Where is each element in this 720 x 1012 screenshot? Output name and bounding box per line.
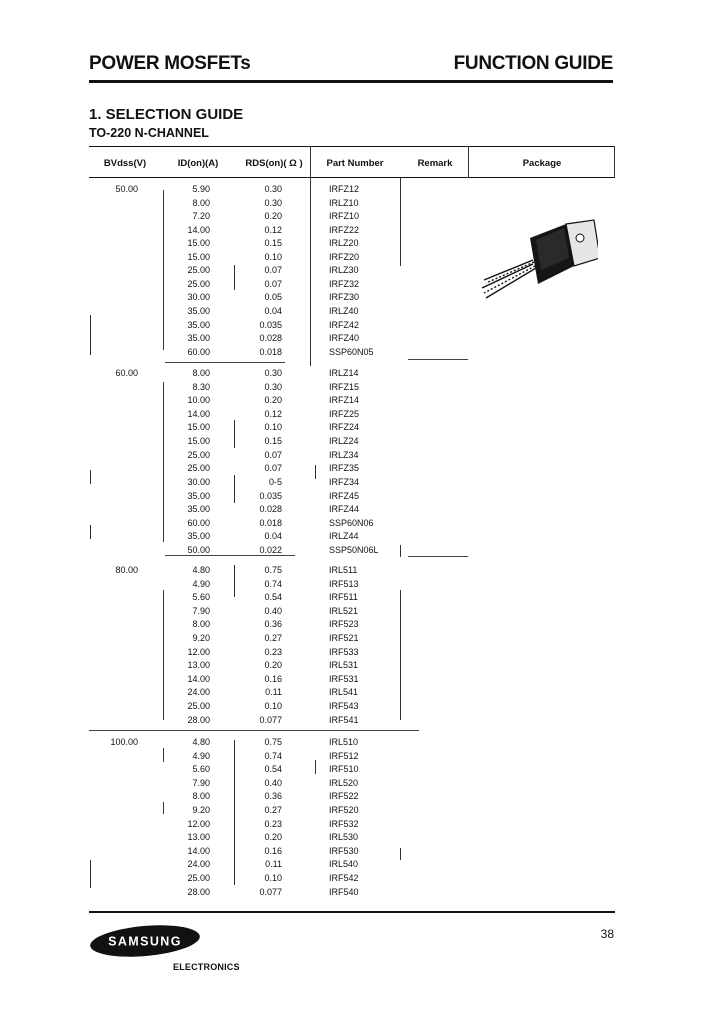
rds-value: 0.54 [264,764,282,775]
id-column-rule [163,382,164,542]
rds-value: 0.20 [264,211,282,222]
id-value: 30.00 [187,292,210,303]
rds-value: 0.74 [264,578,282,589]
id-value: 60.00 [187,517,210,528]
id-value: 5.60 [192,764,210,775]
id-value: 35.00 [187,319,210,330]
bvdss-column-rule [90,315,91,355]
part-number: IRFZ45 [329,490,360,501]
id-value: 12.00 [187,818,210,829]
to220-package-illustration [478,218,598,313]
rds-value: 0.10 [264,873,282,883]
divider-part-number [310,146,311,366]
group-rule [165,362,285,363]
bvdss-column-rule [90,860,91,888]
section-subtitle: TO-220 N-CHANNEL [89,126,209,140]
part-number: IRFZ44 [329,504,360,515]
rds-value: 0.07 [264,463,282,474]
rds-value: 0.16 [264,673,282,684]
col-header-package: Package [522,158,562,169]
col-header-part-number: Part Number [326,158,384,169]
part-number: IRL540 [329,859,359,870]
part-number: IRFZ32 [329,278,360,289]
rds-value: 0.15 [264,238,282,249]
part-number: IRL521 [329,605,359,616]
group-rule [165,555,295,556]
part-number: IRF532 [329,818,359,829]
id-value: 12.00 [187,646,210,657]
divider-remark [400,178,401,266]
rds-value: 0.30 [264,368,282,378]
col-header-remark: Remark [417,158,453,169]
rds-value: 0.10 [264,701,282,711]
part-number: IRFZ35 [329,463,360,474]
page-number: 38 [600,927,614,941]
id-value: 8.00 [192,619,210,630]
id-value: 4.80 [192,737,210,747]
id-value: 30.00 [187,476,210,487]
rds-value: 0.04 [264,305,282,316]
id-value: 8.00 [192,197,210,208]
part-number: IRFZ42 [329,319,360,330]
id-value: 35.00 [187,531,210,542]
part-number: IRFZ34 [329,476,360,487]
bvdss-value: 50.00 [115,184,138,194]
remark-column-rule [400,545,401,557]
id-value: 25.00 [187,278,210,289]
id-value: 14.00 [187,673,210,684]
id-value: 13.00 [187,660,210,671]
rds-value: 0.022 [259,545,282,556]
id-value: 15.00 [187,251,210,262]
remark-column-rule [400,848,401,860]
rds-value: 0.10 [264,422,282,433]
header-left-title: POWER MOSFETs [89,53,251,74]
id-value: 14.00 [187,845,210,856]
rds-value: 0.23 [264,646,282,657]
part-number: IRF523 [329,619,359,630]
table-header-rule [89,177,615,178]
part-number: IRL511 [329,565,358,575]
samsung-logo [89,923,201,959]
rds-value: 0.40 [264,777,282,788]
rds-value: 0.077 [259,714,282,725]
part-number: IRF531 [329,673,359,684]
part-number: IRLZ40 [329,305,359,316]
id-value: 4.90 [192,750,210,761]
rds-value: 0.27 [264,633,282,643]
part-number: IRFZ12 [329,184,360,194]
id-value: 15.00 [187,436,210,447]
id-column-rule [163,190,164,350]
part-number: IRLZ34 [329,449,359,460]
id-value: 5.60 [192,592,210,603]
rds-value: 0.028 [259,504,282,515]
rds-value: 0.54 [264,592,282,603]
rds-value: 0.23 [264,818,282,829]
part-column-rule [315,760,316,774]
footer-rule [89,911,615,913]
id-value: 60.00 [187,346,210,357]
part-number: IRF512 [329,750,359,761]
rds-value: 0.20 [264,660,282,671]
part-number: IRFZ10 [329,211,360,222]
part-number: IRF510 [329,764,359,775]
rds-value: 0.30 [264,197,282,208]
id-value: 25.00 [187,873,210,883]
brand-name: SAMSUNG [108,934,182,949]
rds-column-rule [234,740,235,885]
id-value: 5.90 [192,184,210,194]
part-number: IRLZ44 [329,531,359,542]
id-value: 14.00 [187,224,210,235]
bvdss-value: 80.00 [115,565,138,575]
rds-value: 0.12 [264,408,282,419]
id-value: 25.00 [187,701,210,711]
rds-value: 0.27 [264,805,282,815]
id-value: 10.00 [187,395,210,406]
id-value: 35.00 [187,504,210,515]
rds-value: 0.12 [264,224,282,235]
rds-value: 0.05 [264,292,282,303]
id-value: 35.00 [187,490,210,501]
group-rule [89,730,419,731]
rds-value: 0.15 [264,436,282,447]
id-value: 24.00 [187,859,210,870]
brand-division: ELECTRONICS [173,962,240,972]
id-value: 15.00 [187,422,210,433]
rds-value: 0.018 [259,517,282,528]
id-value: 8.00 [192,791,210,802]
rds-value: 0.30 [264,184,282,194]
rds-value: 0.035 [259,319,282,330]
part-number: IRL530 [329,832,359,843]
id-value: 35.00 [187,305,210,316]
rds-value: 0.07 [264,278,282,289]
part-number: IRL510 [329,737,359,747]
part-number: IRF520 [329,805,359,815]
part-number: IRF530 [329,845,359,856]
rds-value: 0.07 [264,265,282,276]
id-column-rule [163,748,164,762]
part-number: SSP60N06 [329,517,374,528]
rds-value: 0.74 [264,750,282,761]
part-number: IRFZ15 [329,381,360,392]
rds-value: 0.75 [264,737,282,747]
id-value: 4.80 [192,565,210,575]
col-header-bvdss: BVdss(V) [103,158,147,169]
id-column-rule [163,590,164,720]
divider-package [468,146,469,178]
header-right-title: FUNCTION GUIDE [453,53,613,74]
part-number: IRFZ24 [329,422,360,433]
rds-column-rule [234,475,235,503]
id-value: 25.00 [187,449,210,460]
col-header-rds: RDS(on)( Ω ) [245,158,303,169]
part-number: IRLZ14 [329,368,359,378]
part-number: IRFZ25 [329,408,360,419]
section-title: 1. SELECTION GUIDE [89,106,244,123]
col-header-id: ID(on)(A) [177,158,219,169]
rds-value: 0.10 [264,251,282,262]
rds-value: 0.30 [264,381,282,392]
rds-value: 0.11 [265,859,282,870]
remark-column-rule [400,590,401,720]
part-number: IRF513 [329,578,359,589]
id-value: 7.90 [192,777,210,788]
rds-value: 0.16 [264,845,282,856]
id-value: 28.00 [187,714,210,725]
group-rule [408,556,468,557]
bvdss-value: 100.00 [110,737,138,747]
part-number: SSP60N05 [329,346,374,357]
rds-value: 0.018 [259,346,282,357]
id-value: 7.20 [192,211,210,222]
part-number: IRF521 [329,633,359,643]
id-value: 13.00 [187,832,210,843]
id-value: 9.20 [192,633,210,643]
rds-value: 0.20 [264,832,282,843]
part-number: IRL531 [329,660,359,671]
header-rule [89,80,613,83]
rds-value: 0.40 [264,605,282,616]
id-value: 25.00 [187,265,210,276]
part-number: IRF541 [329,714,359,725]
part-number: IRLZ10 [329,197,359,208]
bvdss-column-rule [90,525,91,539]
id-value: 35.00 [187,333,210,344]
part-number: IRL541 [329,687,359,698]
id-value: 4.90 [192,578,210,589]
group-rule [408,359,468,360]
id-value: 14.00 [187,408,210,419]
table-top-rule [89,146,615,147]
rds-value: 0.077 [259,886,282,897]
id-value: 50.00 [187,545,210,556]
part-number: IRF533 [329,646,359,657]
rds-value: 0.04 [264,531,282,542]
rds-value: 0-5 [268,476,282,487]
rds-column-rule [234,420,235,448]
rds-value: 0.07 [264,449,282,460]
id-value: 9.20 [192,805,210,815]
part-number: SSP50N06L [329,545,379,556]
id-column-rule [163,802,164,814]
part-number: IRFZ30 [329,292,360,303]
id-value: 24.00 [187,687,210,698]
part-number: IRF543 [329,701,359,711]
part-number: IRL520 [329,777,359,788]
id-value: 25.00 [187,463,210,474]
part-number: IRFZ14 [329,395,360,406]
part-number: IRFZ20 [329,251,360,262]
rds-value: 0.20 [264,395,282,406]
rds-column-rule [234,265,235,290]
part-number: IRF522 [329,791,359,802]
rds-value: 0.36 [264,791,282,802]
part-column-rule [315,465,316,479]
bvdss-column-rule [90,470,91,484]
rds-value: 0.028 [259,333,282,344]
id-value: 28.00 [187,886,210,897]
id-value: 15.00 [187,238,210,249]
id-value: 7.90 [192,605,210,616]
part-number: IRLZ30 [329,265,359,276]
part-number: IRF542 [329,873,359,883]
bvdss-value: 60.00 [115,368,138,378]
part-number: IRFZ40 [329,333,360,344]
rds-value: 0.75 [264,565,282,575]
rds-column-rule [234,565,235,597]
rds-value: 0.035 [259,490,282,501]
part-number: IRFZ22 [329,224,360,235]
part-number: IRLZ20 [329,238,359,249]
rds-value: 0.11 [265,687,282,698]
part-number: IRF511 [329,592,358,603]
id-value: 8.00 [192,368,210,378]
part-number: IRF540 [329,886,359,897]
rds-value: 0.36 [264,619,282,630]
id-value: 8.30 [192,381,210,392]
divider-right-edge [614,146,615,178]
part-number: IRLZ24 [329,436,359,447]
